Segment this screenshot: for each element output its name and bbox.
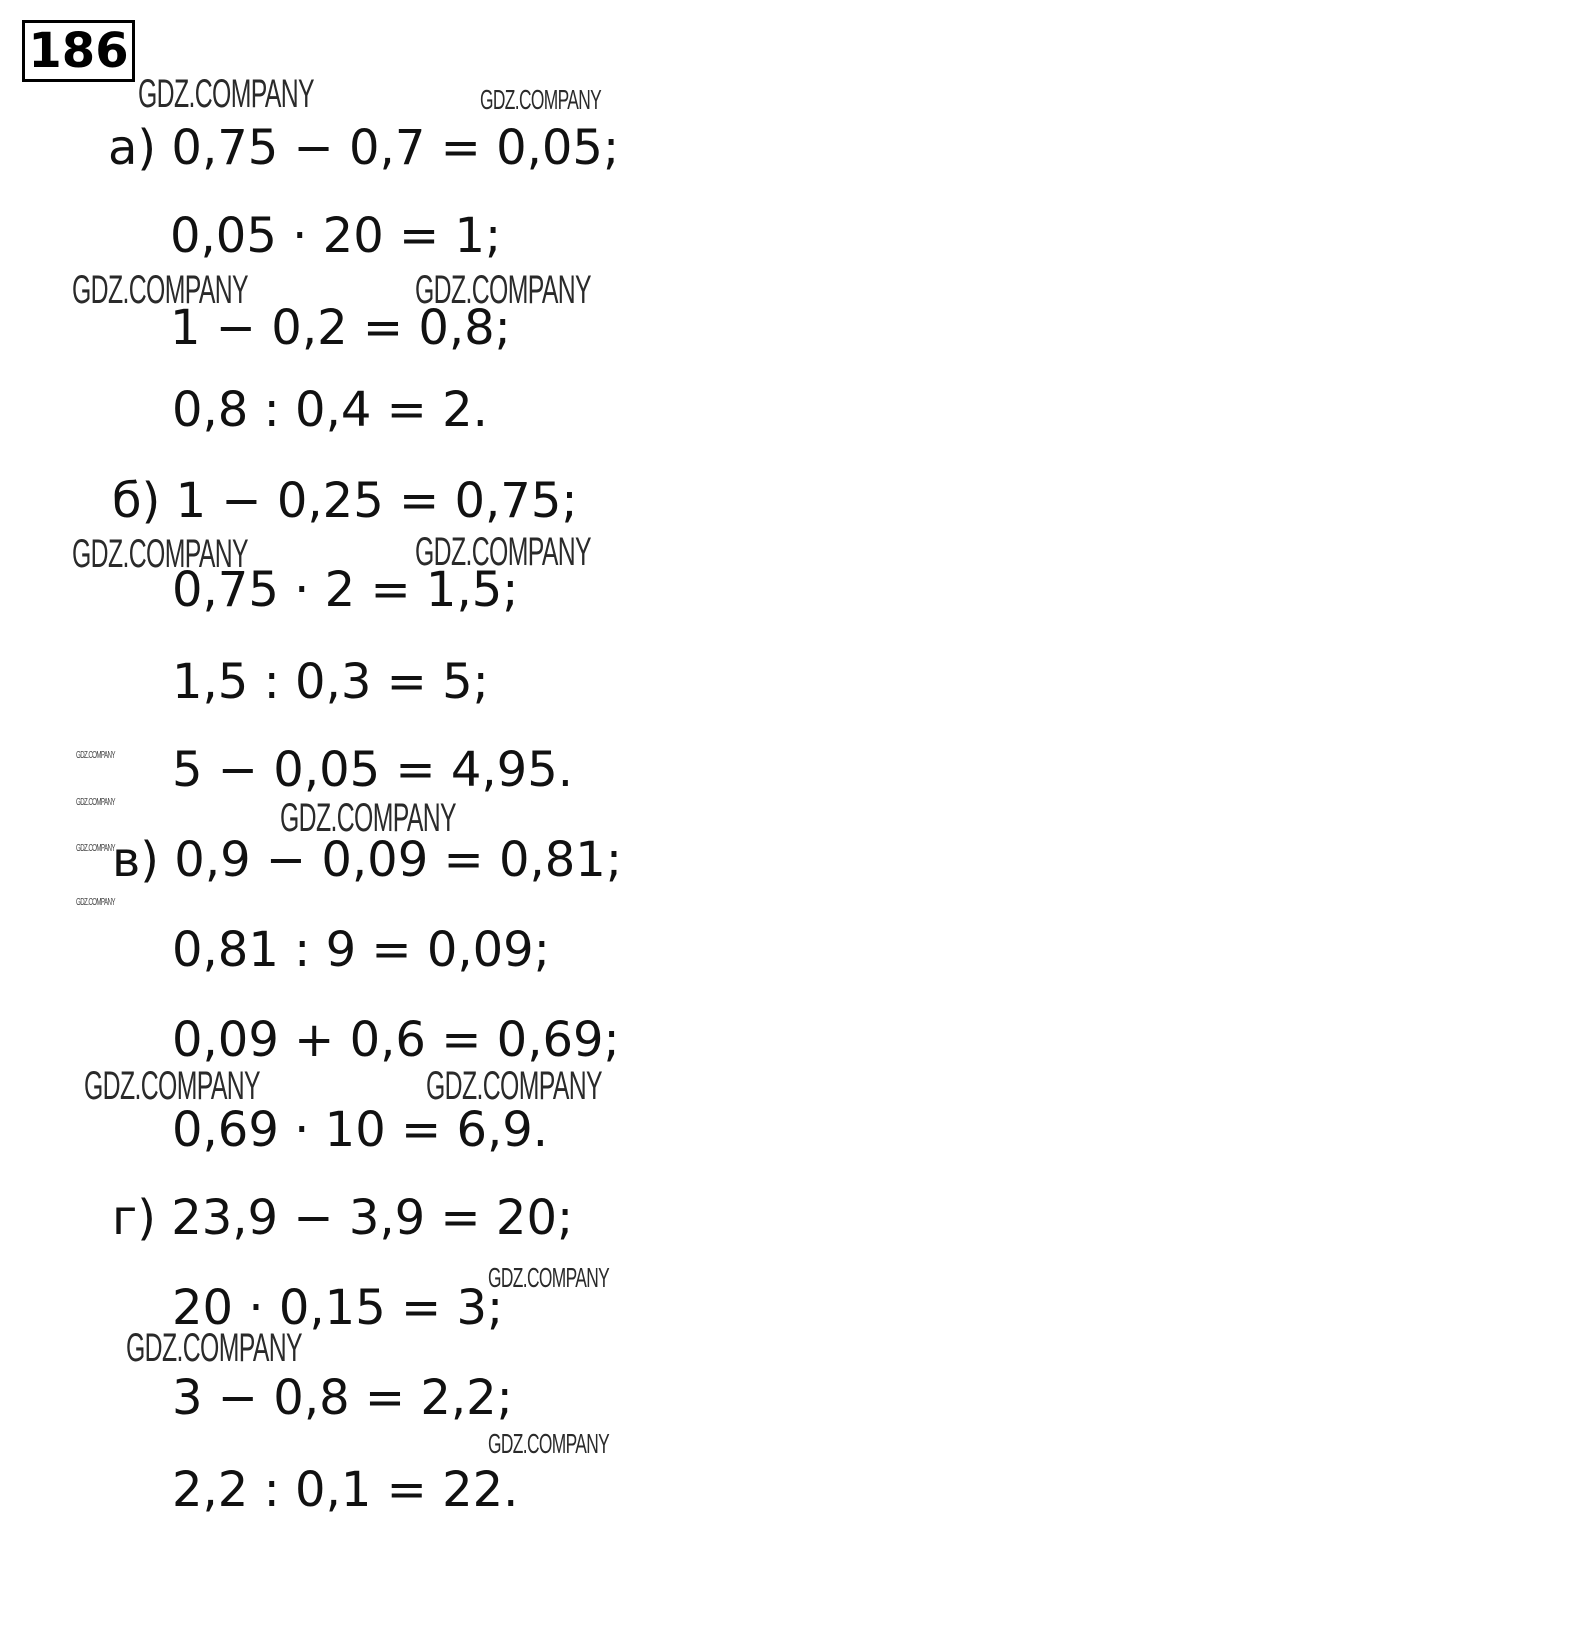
watermark: GDZ.COMPANY [138, 72, 314, 116]
solution-line [112, 1190, 573, 1246]
equation: 0,9 − 0,09 = 0,81; [174, 832, 623, 888]
watermark: GDZ.COMPANY [72, 268, 248, 312]
part-label: а) [108, 120, 157, 176]
equation: 5 − 0,05 = 4,95. [172, 742, 574, 798]
watermark: GDZ.COMPANY [76, 897, 115, 908]
part-label: г) [112, 1190, 156, 1246]
equation: 0,69 · 10 = 6,9. [172, 1102, 549, 1158]
watermark: GDZ.COMPANY [426, 1064, 602, 1108]
watermark: GDZ.COMPANY [488, 1428, 610, 1459]
equation: 0,8 : 0,4 = 2. [172, 382, 488, 438]
equation: 3 − 0,8 = 2,2; [172, 1370, 513, 1426]
equation: 20 · 0,15 = 3; [172, 1280, 504, 1336]
equation: 0,09 + 0,6 = 0,69; [172, 1012, 620, 1068]
watermark: GDZ.COMPANY [76, 797, 115, 808]
watermark: GDZ.COMPANY [415, 268, 591, 312]
equation: 2,2 : 0,1 = 22. [172, 1462, 519, 1518]
watermark: GDZ.COMPANY [280, 796, 456, 840]
watermark: GDZ.COMPANY [415, 530, 591, 574]
watermark: GDZ.COMPANY [480, 84, 602, 115]
watermark: GDZ.COMPANY [488, 1262, 610, 1293]
equation: 0,75 · 2 = 1,5; [172, 562, 519, 618]
equation: 0,81 : 9 = 0,09; [172, 922, 550, 978]
equation: 23,9 − 3,9 = 20; [171, 1190, 574, 1246]
part-label: б) [112, 473, 161, 529]
equation: 0,05 · 20 = 1; [170, 208, 502, 264]
equation: 1 − 0,25 = 0,75; [175, 473, 578, 529]
solution-line [112, 473, 578, 529]
equation: 1 − 0,2 = 0,8; [170, 300, 511, 356]
task-number: 186 [22, 20, 135, 82]
solution-line [108, 120, 619, 176]
watermark: GDZ.COMPANY [126, 1326, 302, 1370]
watermark: GDZ.COMPANY [76, 750, 115, 761]
equation: 1,5 : 0,3 = 5; [172, 654, 489, 710]
part-label: в) [112, 832, 160, 888]
watermark: GDZ.COMPANY [84, 1064, 260, 1108]
watermark: GDZ.COMPANY [76, 843, 115, 854]
watermark: GDZ.COMPANY [72, 532, 248, 576]
equation: 0,75 − 0,7 = 0,05; [171, 120, 620, 176]
